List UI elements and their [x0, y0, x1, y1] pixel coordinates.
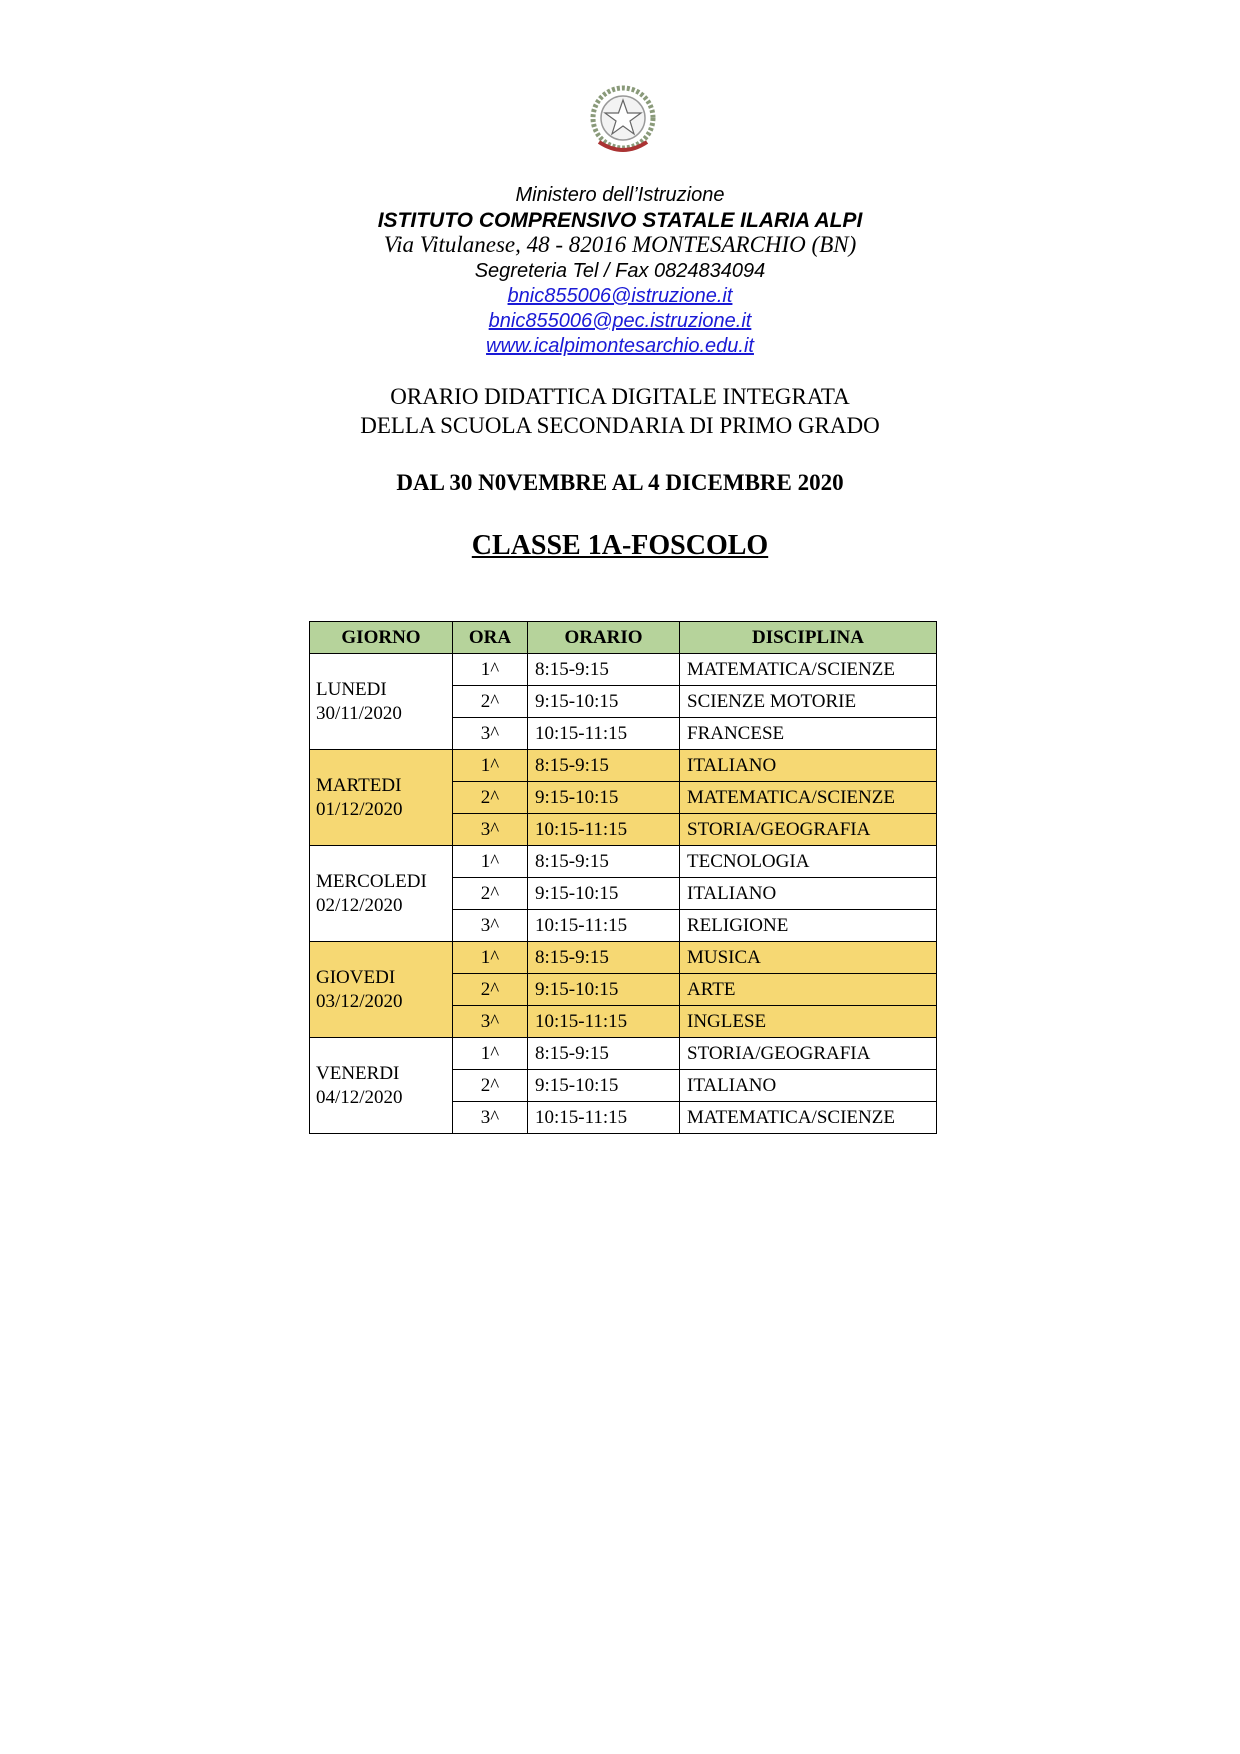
disciplina-cell: ITALIANO — [680, 1070, 937, 1102]
disciplina-cell: MATEMATICA/SCIENZE — [680, 654, 937, 686]
orario-cell: 9:15-10:15 — [528, 782, 680, 814]
col-header-disciplina: DISCIPLINA — [680, 622, 937, 654]
schedule-table — [309, 621, 937, 1134]
col-header-giorno: GIORNO — [310, 622, 453, 654]
orario-cell: 9:15-10:15 — [528, 1070, 680, 1102]
day-name: MARTEDI — [316, 774, 402, 796]
orario-cell: 8:15-9:15 — [528, 750, 680, 782]
day-cell — [310, 846, 453, 942]
disciplina-cell: STORIA/GEOGRAFIA — [680, 1038, 937, 1070]
disciplina-cell: ITALIANO — [680, 750, 937, 782]
ora-cell: 2^ — [453, 974, 528, 1006]
disciplina-cell: FRANCESE — [680, 718, 937, 750]
orario-cell: 8:15-9:15 — [528, 1038, 680, 1070]
ora-cell: 3^ — [453, 910, 528, 942]
day-cell — [310, 654, 453, 750]
orario-cell: 10:15-11:15 — [528, 814, 680, 846]
orario-cell: 9:15-10:15 — [528, 974, 680, 1006]
ora-cell: 1^ — [453, 1038, 528, 1070]
ministry-name: Ministero dell’Istruzione — [515, 184, 725, 206]
disciplina-cell: RELIGIONE — [680, 910, 937, 942]
day-date: 02/12/2020 — [316, 894, 403, 916]
day-date: 04/12/2020 — [316, 1086, 403, 1108]
disciplina-cell: ARTE — [680, 974, 937, 1006]
orario-cell: 9:15-10:15 — [528, 686, 680, 718]
ora-cell: 3^ — [453, 1102, 528, 1134]
table-header-row — [310, 622, 937, 654]
disciplina-cell: MATEMATICA/SCIENZE — [680, 782, 937, 814]
day-name: GIOVEDI — [316, 966, 396, 988]
orario-cell: 10:15-11:15 — [528, 718, 680, 750]
disciplina-cell: STORIA/GEOGRAFIA — [680, 814, 937, 846]
school-address: Via Vitulanese, 48 - 82016 MONTESARCHIO (BN) — [383, 232, 857, 257]
document-title-line2: DELLA SCUOLA SECONDARIA DI PRIMO GRADO — [360, 413, 880, 438]
disciplina-cell: TECNOLOGIA — [680, 846, 937, 878]
table-row — [310, 942, 937, 974]
disciplina-cell: SCIENZE MOTORIE — [680, 686, 937, 718]
ora-cell: 1^ — [453, 654, 528, 686]
ora-cell: 1^ — [453, 942, 528, 974]
day-name: MERCOLEDI — [316, 870, 427, 892]
day-cell — [310, 750, 453, 846]
orario-cell: 8:15-9:15 — [528, 846, 680, 878]
document-title-line1: ORARIO DIDATTICA DIGITALE INTEGRATA — [390, 384, 850, 409]
table-row — [310, 654, 937, 686]
website-link[interactable]: www.icalpimontesarchio.edu.it — [486, 335, 754, 357]
orario-cell: 8:15-9:15 — [528, 654, 680, 686]
day-name: LUNEDI — [316, 678, 387, 700]
republic-emblem-icon — [585, 82, 661, 158]
day-name: VENERDI — [316, 1062, 400, 1084]
pec-link[interactable]: bnic855006@pec.istruzione.it — [488, 310, 752, 332]
table-row — [310, 846, 937, 878]
orario-cell: 10:15-11:15 — [528, 1006, 680, 1038]
ora-cell: 3^ — [453, 718, 528, 750]
day-date: 03/12/2020 — [316, 990, 403, 1012]
disciplina-cell: MATEMATICA/SCIENZE — [680, 1102, 937, 1134]
day-cell — [310, 1038, 453, 1134]
table-row — [310, 1038, 937, 1070]
ora-cell: 1^ — [453, 750, 528, 782]
ora-cell: 2^ — [453, 782, 528, 814]
ora-cell: 3^ — [453, 1006, 528, 1038]
table-row — [310, 750, 937, 782]
ora-cell: 1^ — [453, 846, 528, 878]
orario-cell: 10:15-11:15 — [528, 1102, 680, 1134]
day-date: 30/11/2020 — [316, 702, 402, 724]
col-header-orario: ORARIO — [528, 622, 680, 654]
school-phone: Segreteria Tel / Fax 0824834094 — [474, 260, 766, 282]
ora-cell: 2^ — [453, 878, 528, 910]
orario-cell: 10:15-11:15 — [528, 910, 680, 942]
disciplina-cell: ITALIANO — [680, 878, 937, 910]
ora-cell: 3^ — [453, 814, 528, 846]
orario-cell: 8:15-9:15 — [528, 942, 680, 974]
ora-cell: 2^ — [453, 686, 528, 718]
col-header-ora: ORA — [453, 622, 528, 654]
disciplina-cell: INGLESE — [680, 1006, 937, 1038]
disciplina-cell: MUSICA — [680, 942, 937, 974]
day-cell — [310, 942, 453, 1038]
date-range: DAL 30 N0VEMBRE AL 4 DICEMBRE 2020 — [396, 470, 844, 495]
ora-cell: 2^ — [453, 1070, 528, 1102]
day-date: 01/12/2020 — [316, 798, 403, 820]
school-name: ISTITUTO COMPRENSIVO STATALE ILARIA ALPI — [377, 209, 863, 232]
class-name: CLASSE 1A-FOSCOLO — [471, 530, 769, 561]
orario-cell: 9:15-10:15 — [528, 878, 680, 910]
email-link[interactable]: bnic855006@istruzione.it — [507, 285, 733, 307]
